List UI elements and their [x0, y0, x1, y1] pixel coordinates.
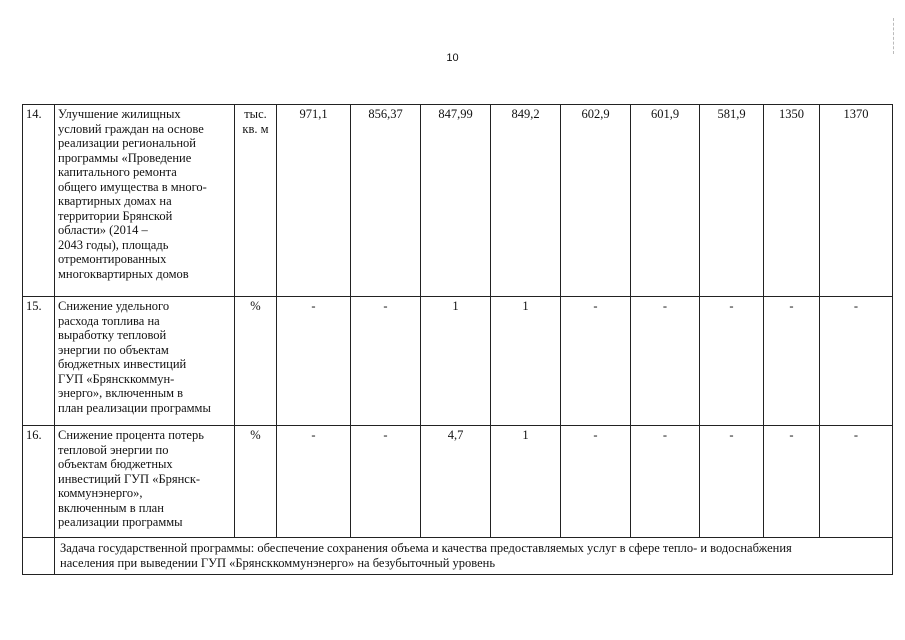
name-line: Снижение удельного [58, 299, 170, 313]
indicator-name [55, 426, 235, 538]
table-row [23, 105, 893, 297]
name-line: Снижение процента потерь [58, 428, 204, 442]
name-line: реализации региональной [58, 136, 196, 150]
unit-cell [235, 105, 277, 297]
value-cell: - [700, 426, 764, 538]
value-cell: - [277, 297, 351, 426]
task-row-empty-cell [23, 538, 55, 575]
value-cell: 1350 [764, 105, 820, 297]
value-cell: - [561, 297, 631, 426]
name-line: общего имущества в много- [58, 179, 207, 194]
name-line: объектам бюджетных [58, 457, 173, 471]
name-line: расхода топлива на [58, 313, 160, 328]
unit-line: кв. м [242, 121, 269, 136]
name-line: Улучшение жилищных [58, 107, 181, 121]
name-line: включенным в план [58, 500, 164, 515]
row-number: 14. [23, 105, 55, 297]
value-cell: 1 [421, 297, 491, 426]
value-cell: - [561, 426, 631, 538]
value-cell: 581,9 [700, 105, 764, 297]
name-line: капитального ремонта [58, 165, 177, 179]
name-line: тепловой энергии по [58, 442, 169, 457]
value-cell: - [631, 297, 700, 426]
value-cell: 601,9 [631, 105, 700, 297]
indicator-name [55, 105, 235, 297]
value-cell: 602,9 [561, 105, 631, 297]
indicators-table [22, 104, 893, 575]
task-line: населения при выведении ГУП «Брянсккоммунэнерго» на безубыточный уровень [60, 556, 496, 570]
name-line: инвестиций ГУП «Брянск- [58, 471, 201, 486]
row-number: 16. [23, 426, 55, 538]
unit-cell [235, 297, 277, 426]
task-line: Задача государственной программы: обеспечение сохранения объема и качества предоставляемых услуг в сфере тепло- и водоснабжения [60, 541, 792, 555]
name-line: территории Брянской [58, 208, 173, 223]
name-line: квартирных домах на [58, 194, 172, 208]
name-line: бюджетных инвестиций [58, 357, 187, 371]
value-cell: 971,1 [277, 105, 351, 297]
name-line: энерго», включенным в [58, 386, 184, 400]
value-cell: 849,2 [491, 105, 561, 297]
name-line: выработку тепловой [58, 328, 167, 342]
value-cell: 4,7 [421, 426, 491, 538]
value-cell: - [631, 426, 700, 538]
value-cell: - [820, 297, 893, 426]
unit-cell [235, 426, 277, 538]
value-cell: 856,37 [351, 105, 421, 297]
name-line: области» (2014 – [58, 223, 148, 237]
indicator-name [55, 297, 235, 426]
name-line: программы «Проведение [58, 150, 192, 165]
value-cell: 1 [491, 297, 561, 426]
name-line: 2043 годы), площадь [58, 237, 169, 252]
unit-line: % [250, 428, 261, 442]
value-cell: - [764, 297, 820, 426]
value-cell: - [700, 297, 764, 426]
table-row [23, 426, 893, 538]
value-cell: - [351, 426, 421, 538]
name-line: условий граждан на основе [58, 121, 204, 136]
value-cell: - [764, 426, 820, 538]
name-line: энергии по объектам [58, 342, 169, 357]
name-line: коммунэнерго», [58, 486, 143, 500]
task-row [23, 538, 893, 575]
scan-edge-mark [893, 18, 895, 54]
value-cell: 1370 [820, 105, 893, 297]
value-cell: - [351, 297, 421, 426]
value-cell: - [277, 426, 351, 538]
unit-line: % [250, 299, 261, 313]
name-line: отремонтированных [58, 252, 167, 266]
table-row [23, 297, 893, 426]
value-cell: - [820, 426, 893, 538]
program-task [55, 538, 893, 575]
value-cell: 847,99 [421, 105, 491, 297]
page-number: 10 [446, 52, 459, 64]
name-line: план реализации программы [58, 400, 211, 415]
name-line: ГУП «Брянсккоммун- [58, 371, 175, 386]
unit-line: тыс. [244, 107, 267, 121]
value-cell: 1 [491, 426, 561, 538]
name-line: многоквартирных домов [58, 266, 189, 281]
name-line: реализации программы [58, 515, 183, 529]
row-number: 15. [23, 297, 55, 426]
